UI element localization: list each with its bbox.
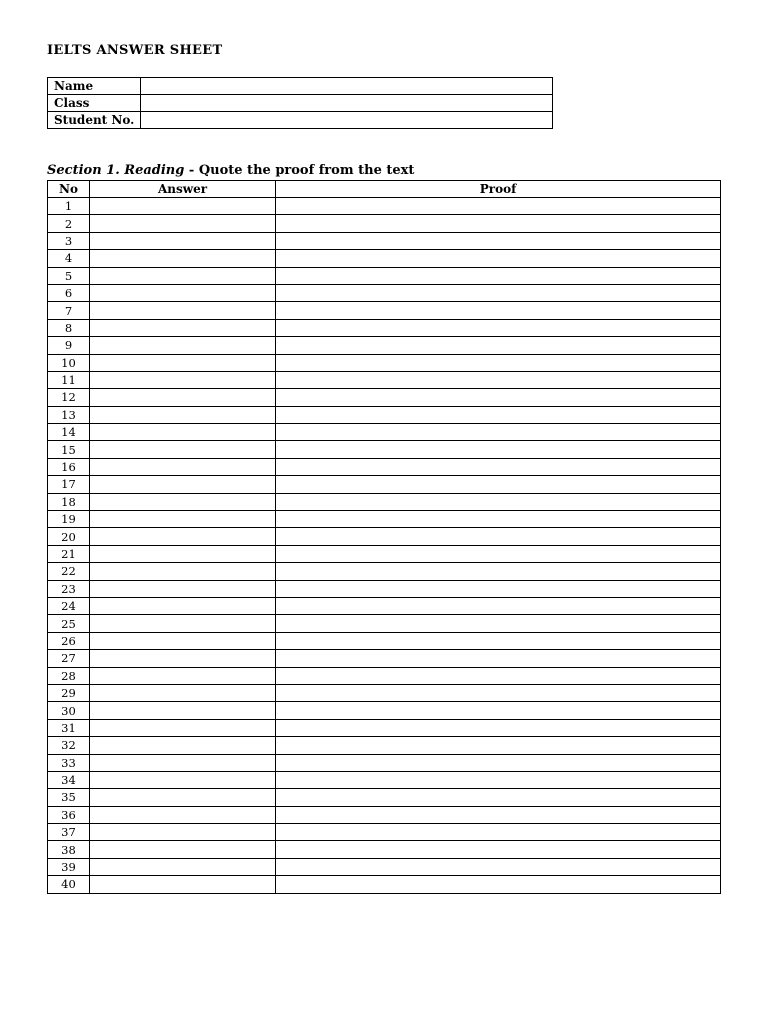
proof-cell[interactable] <box>276 198 721 215</box>
answer-cell[interactable] <box>90 267 276 284</box>
answer-table <box>47 180 721 894</box>
answer-cell[interactable] <box>90 319 276 336</box>
proof-cell[interactable] <box>276 545 721 562</box>
answer-cell[interactable] <box>90 545 276 562</box>
proof-cell[interactable] <box>276 424 721 441</box>
answer-cell[interactable] <box>90 215 276 232</box>
table-row <box>48 545 721 562</box>
proof-cell[interactable] <box>276 876 721 893</box>
proof-cell[interactable] <box>276 632 721 649</box>
row-number: 36 <box>48 806 90 823</box>
proof-cell[interactable] <box>276 702 721 719</box>
proof-cell[interactable] <box>276 476 721 493</box>
answer-cell[interactable] <box>90 337 276 354</box>
column-header-answer: Answer <box>90 181 276 198</box>
row-number: 38 <box>48 841 90 858</box>
table-row <box>48 563 721 580</box>
answer-cell[interactable] <box>90 528 276 545</box>
table-row <box>48 632 721 649</box>
answer-cell[interactable] <box>90 424 276 441</box>
proof-cell[interactable] <box>276 441 721 458</box>
proof-cell[interactable] <box>276 389 721 406</box>
row-number: 31 <box>48 719 90 736</box>
row-number: 34 <box>48 771 90 788</box>
table-row <box>48 719 721 736</box>
row-number: 19 <box>48 511 90 528</box>
answer-cell[interactable] <box>90 406 276 423</box>
proof-cell[interactable] <box>276 789 721 806</box>
table-row <box>48 597 721 614</box>
table-row <box>48 511 721 528</box>
answer-cell[interactable] <box>90 302 276 319</box>
answer-cell[interactable] <box>90 232 276 249</box>
row-number: 5 <box>48 267 90 284</box>
row-number: 33 <box>48 754 90 771</box>
proof-cell[interactable] <box>276 650 721 667</box>
row-number: 22 <box>48 563 90 580</box>
table-row <box>48 232 721 249</box>
row-number: 7 <box>48 302 90 319</box>
section-separator: - <box>188 163 195 178</box>
info-label: Student No. <box>48 112 141 129</box>
row-number: 30 <box>48 702 90 719</box>
proof-cell[interactable] <box>276 319 721 336</box>
table-row <box>48 424 721 441</box>
proof-cell[interactable] <box>276 371 721 388</box>
proof-cell[interactable] <box>276 215 721 232</box>
table-row <box>48 771 721 788</box>
answer-cell[interactable] <box>90 650 276 667</box>
table-row <box>48 841 721 858</box>
proof-cell[interactable] <box>276 824 721 841</box>
table-row <box>48 441 721 458</box>
row-number: 35 <box>48 789 90 806</box>
answer-cell[interactable] <box>90 198 276 215</box>
answer-cell[interactable] <box>90 771 276 788</box>
table-row <box>48 754 721 771</box>
answer-cell[interactable] <box>90 476 276 493</box>
table-row <box>48 250 721 267</box>
row-number: 8 <box>48 319 90 336</box>
row-number: 16 <box>48 458 90 475</box>
table-row <box>48 667 721 684</box>
table-row <box>48 858 721 875</box>
row-number: 24 <box>48 597 90 614</box>
table-row <box>48 389 721 406</box>
section-instruction: Quote the proof from the text <box>198 163 415 178</box>
table-row <box>48 406 721 423</box>
proof-cell[interactable] <box>276 806 721 823</box>
answer-cell[interactable] <box>90 824 276 841</box>
table-row <box>48 476 721 493</box>
table-row <box>48 528 721 545</box>
table-row <box>48 702 721 719</box>
table-row <box>48 284 721 301</box>
row-number: 21 <box>48 545 90 562</box>
proof-cell[interactable] <box>276 493 721 510</box>
row-number: 29 <box>48 684 90 701</box>
proof-cell[interactable] <box>276 667 721 684</box>
row-number: 2 <box>48 215 90 232</box>
table-row <box>48 458 721 475</box>
info-label: Class <box>48 95 141 112</box>
answer-cell[interactable] <box>90 597 276 614</box>
row-number: 40 <box>48 876 90 893</box>
answer-cell[interactable] <box>90 389 276 406</box>
table-row <box>48 806 721 823</box>
answer-cell[interactable] <box>90 493 276 510</box>
row-number: 11 <box>48 371 90 388</box>
info-value-field[interactable] <box>141 95 553 112</box>
row-number: 13 <box>48 406 90 423</box>
answer-cell[interactable] <box>90 371 276 388</box>
table-row <box>48 302 721 319</box>
answer-cell[interactable] <box>90 737 276 754</box>
answer-cell[interactable] <box>90 563 276 580</box>
info-value-field[interactable] <box>141 78 553 95</box>
row-number: 25 <box>48 615 90 632</box>
row-number: 28 <box>48 667 90 684</box>
row-number: 9 <box>48 337 90 354</box>
row-number: 15 <box>48 441 90 458</box>
proof-cell[interactable] <box>276 597 721 614</box>
proof-cell[interactable] <box>276 267 721 284</box>
proof-cell[interactable] <box>276 580 721 597</box>
table-row <box>48 824 721 841</box>
table-row <box>48 650 721 667</box>
answer-cell[interactable] <box>90 615 276 632</box>
answer-cell[interactable] <box>90 789 276 806</box>
proof-cell[interactable] <box>276 563 721 580</box>
table-row <box>48 493 721 510</box>
proof-cell[interactable] <box>276 302 721 319</box>
row-number: 18 <box>48 493 90 510</box>
proof-cell[interactable] <box>276 284 721 301</box>
proof-cell[interactable] <box>276 719 721 736</box>
answer-cell[interactable] <box>90 858 276 875</box>
row-number: 6 <box>48 284 90 301</box>
row-number: 14 <box>48 424 90 441</box>
info-row <box>48 95 553 112</box>
table-row <box>48 737 721 754</box>
proof-cell[interactable] <box>276 406 721 423</box>
row-number: 1 <box>48 198 90 215</box>
answer-cell[interactable] <box>90 354 276 371</box>
section-heading <box>47 163 414 178</box>
answer-cell[interactable] <box>90 876 276 893</box>
answer-cell[interactable] <box>90 702 276 719</box>
student-info-table <box>47 77 553 129</box>
proof-cell[interactable] <box>276 250 721 267</box>
table-row <box>48 371 721 388</box>
row-number: 17 <box>48 476 90 493</box>
table-row <box>48 789 721 806</box>
proof-cell[interactable] <box>276 511 721 528</box>
proof-cell[interactable] <box>276 858 721 875</box>
row-number: 10 <box>48 354 90 371</box>
info-value-field[interactable] <box>141 112 553 129</box>
answer-table-header <box>48 181 721 198</box>
proof-cell[interactable] <box>276 754 721 771</box>
table-row <box>48 215 721 232</box>
table-row <box>48 319 721 336</box>
table-row <box>48 267 721 284</box>
sheet-title: IELTS ANSWER SHEET <box>47 43 223 58</box>
table-row <box>48 337 721 354</box>
table-row <box>48 615 721 632</box>
table-row <box>48 354 721 371</box>
row-number: 12 <box>48 389 90 406</box>
proof-cell[interactable] <box>276 528 721 545</box>
proof-cell[interactable] <box>276 337 721 354</box>
answer-cell[interactable] <box>90 684 276 701</box>
table-row <box>48 198 721 215</box>
answer-cell[interactable] <box>90 284 276 301</box>
section-name: Section 1. Reading <box>47 163 185 178</box>
info-row <box>48 112 553 129</box>
proof-cell[interactable] <box>276 354 721 371</box>
proof-cell[interactable] <box>276 684 721 701</box>
answer-cell[interactable] <box>90 511 276 528</box>
column-header-no: No <box>48 181 90 198</box>
answer-cell[interactable] <box>90 667 276 684</box>
proof-cell[interactable] <box>276 771 721 788</box>
answer-cell[interactable] <box>90 841 276 858</box>
answer-cell[interactable] <box>90 250 276 267</box>
info-row <box>48 78 553 95</box>
table-row <box>48 580 721 597</box>
answer-cell[interactable] <box>90 441 276 458</box>
answer-cell[interactable] <box>90 719 276 736</box>
row-number: 27 <box>48 650 90 667</box>
answer-cell[interactable] <box>90 458 276 475</box>
row-number: 4 <box>48 250 90 267</box>
row-number: 39 <box>48 858 90 875</box>
answer-cell[interactable] <box>90 754 276 771</box>
row-number: 20 <box>48 528 90 545</box>
answer-cell[interactable] <box>90 580 276 597</box>
proof-cell[interactable] <box>276 841 721 858</box>
proof-cell[interactable] <box>276 615 721 632</box>
answer-cell[interactable] <box>90 806 276 823</box>
row-number: 3 <box>48 232 90 249</box>
table-row <box>48 684 721 701</box>
proof-cell[interactable] <box>276 737 721 754</box>
row-number: 37 <box>48 824 90 841</box>
table-row <box>48 876 721 893</box>
info-label: Name <box>48 78 141 95</box>
proof-cell[interactable] <box>276 232 721 249</box>
column-header-proof: Proof <box>276 181 721 198</box>
answer-cell[interactable] <box>90 632 276 649</box>
row-number: 26 <box>48 632 90 649</box>
row-number: 23 <box>48 580 90 597</box>
proof-cell[interactable] <box>276 458 721 475</box>
row-number: 32 <box>48 737 90 754</box>
